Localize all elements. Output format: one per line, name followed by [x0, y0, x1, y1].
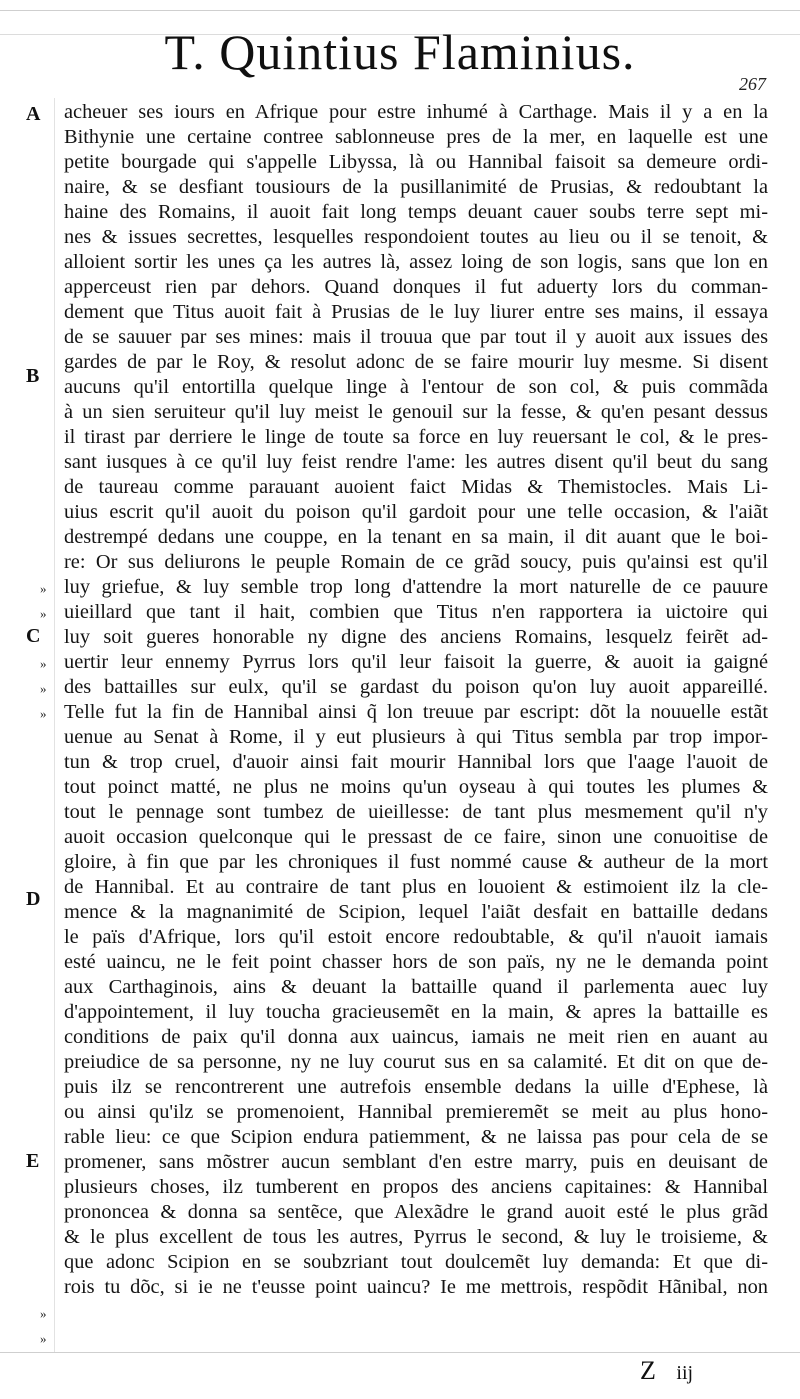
- page-number: 267: [739, 74, 766, 94]
- text-line: que adonc Scipion en se soubzriant tout doulcemẽt luy demanda: Et que di-: [64, 1251, 768, 1273]
- text-line: aucuns qu'il entortilla quelque linge à l'entour de son col, & puis commãda: [64, 376, 768, 398]
- text-line: de se sauuer par ses mines: mais il trouua que par tout il y auoit aux issues des: [64, 326, 768, 348]
- text-line: ou ainsi qu'ilz se promenoient, Hannibal premieremẽt se meit au plus hono-: [64, 1101, 768, 1123]
- text-line: à un sien seruiteur qu'il luy meist le genouil sur la fesse, & qu'en pesant dessus: [64, 401, 768, 423]
- text-line: aux Carthaginois, ains & deuant la battaille quand il parlementa auec luy: [64, 976, 768, 998]
- text-line: destrempé dedans une couppe, en la tenant en sa main, il dit auant que le boi-: [64, 526, 768, 548]
- text-line: de Hannibal. Et au contraire de tant plus en louoient & estimoient ilz la cle-: [64, 876, 768, 898]
- body-text: [64, 100, 768, 1300]
- quote-mark: »: [40, 706, 47, 721]
- signature-mark: [640, 1356, 693, 1386]
- margin-letter-c: C: [26, 625, 41, 647]
- text-line: le païs d'Afrique, lors qu'il estoit encore redoubtable, & qu'il n'auoit iamais: [64, 926, 768, 948]
- quote-mark: »: [40, 1331, 47, 1346]
- text-line: naire, & se desfiant tousiours de la pusillanimité de Prusias, & redoubtant la: [64, 176, 768, 198]
- text-line: & le plus excellent de tous les autres, Pyrrus le second, & luy le troisieme, &: [64, 1226, 768, 1248]
- text-line: preiudice de sa personne, ny ne luy courut sus en sa calamité. Et dit on que de-: [64, 1051, 768, 1073]
- bottom-rule: [0, 1352, 800, 1353]
- text-line: promener, sans mõstrer aucun semblant d'en estre marry, puis en deuisant de: [64, 1151, 768, 1173]
- quote-mark: »: [40, 581, 47, 596]
- margin-letter-b: B: [26, 365, 40, 387]
- text-line: apperceust rien par dehors. Quand donques il fut aduerty lors du comman-: [64, 276, 768, 298]
- text-line: d'appointement, il luy toucha gracieusemẽt en la main, & apres la battaille es: [64, 1001, 768, 1023]
- top-rule: [0, 10, 800, 11]
- text-line: uius escrit qu'il auoit du poison qu'il gardoit pour une telle occasion, & l'aiãt: [64, 501, 768, 523]
- running-title: T. Quintius Flaminius.: [164, 24, 636, 80]
- quote-mark: »: [40, 656, 47, 671]
- text-line: uertir leur ennemy Pyrrus lors qu'il leur faisoit la guerre, & auoit ia gaigné: [64, 651, 768, 673]
- text-line: tout le pennage sont tumbez de uieillesse: de tant plus mesmement qu'il n'y: [64, 801, 768, 823]
- text-line: mence & la magnanimité de Scipion, lequel l'aiãt desfait en battaille dedans: [64, 901, 768, 923]
- text-line: gardes de par le Roy, & resolut adonc de se faire mourir luy mesme. Si disent: [64, 351, 768, 373]
- text-line: alloient sortir les unes ça les autres là, assez loing de son logis, sans que lon en: [64, 251, 768, 273]
- text-line: uenue au Senat à Rome, il y eut plusieurs à qui Titus sembla par trop impor-: [64, 726, 768, 748]
- text-line: tout poinct matté, ne plus ne moins qu'un oyseau à qui toutes les plumes &: [64, 776, 768, 798]
- quote-mark: »: [40, 681, 47, 696]
- text-line: haine des Romains, il auoit fait long temps deuant cauer soubs terre sept mi-: [64, 201, 768, 223]
- text-line: rable lieu: ce que Scipion endura patiemment, & ne laissa pas pour cela de se: [64, 1126, 768, 1148]
- text-line: des battailles sur eulx, qu'il se gardast du poison qu'on luy auoit appareillé.: [64, 676, 768, 698]
- text-line: dement que Titus auoit fait à Prusias de le luy liurer entre ses mains, il essaya: [64, 301, 768, 323]
- text-line: il tirast par derriere le linge de toute sa force en luy reuersant le col, & le pres-: [64, 426, 768, 448]
- text-line: petite bourgade qui s'appelle Libyssa, là ou Hannibal faisoit sa demeure ordi-: [64, 151, 768, 173]
- text-line: tun & trop cruel, d'auoir ainsi fait mourir Hannibal lors que l'aage l'auoit de: [64, 751, 768, 773]
- text-line: plusieurs choses, ilz tumberent en propos des anciens capitaines: & Hannibal: [64, 1176, 768, 1198]
- text-line: luy soit gueres honorable ny digne des anciens Romains, lesquelz feirẽt ad-: [64, 626, 768, 648]
- text-line: nes & issues secrettes, lesquelles respondoient toutes au lieu ou il se tenoit, &: [64, 226, 768, 248]
- text-line: rois tu dõc, si ie ne t'eusse point uaincu? Ie me mettrois, respõdit Hãnibal, non: [64, 1276, 768, 1298]
- signature-number: iij: [676, 1362, 694, 1384]
- quote-mark: »: [40, 606, 47, 621]
- signature-letter: Z: [640, 1356, 656, 1385]
- text-line: luy griefue, & luy semble trop long d'attendre la mort naturelle de ce pauure: [64, 576, 768, 598]
- margin-letter-a: A: [26, 103, 41, 125]
- text-line: re: Or sus deliurons le peuple Romain de ce grãd soucy, puis qu'ainsi est qu'il: [64, 551, 768, 573]
- text-line: Telle fut la fin de Hannibal ainsi q̃ lon treuue par escript: dõt la nouuelle estãt: [64, 701, 768, 723]
- margin-letter-d: D: [26, 888, 41, 910]
- text-line: acheuer ses iours en Afrique pour estre inhumé à Carthage. Mais il y a en la: [64, 101, 768, 123]
- text-line: esté uaincu, ne le feit point chasser hors de son païs, ny ne le demanda point: [64, 951, 768, 973]
- text-line: auoit occasion quelconque qui le pressast de ce faire, sinon une conuoitise de: [64, 826, 768, 848]
- text-line: puis ilz se rencontrerent une autrefois ensemble dedans la uille d'Ephese, là: [64, 1076, 768, 1098]
- text-line: gloire, à fin que par les chroniques il fust nommé cause & autheur de la mort: [64, 851, 768, 873]
- text-line: Bithynie une certaine contree sablonneuse pres de la mer, en laquelle est une: [64, 126, 768, 148]
- quote-mark: »: [40, 1306, 47, 1321]
- margin-rule: [54, 98, 55, 1353]
- text-line: uieillard que tant il hait, combien que Titus n'en rapportera ia uictoire qui: [64, 601, 768, 623]
- margin-letter-e: E: [26, 1150, 40, 1172]
- text-line: de taureau comme parauant auoient faict Midas & Themistocles. Mais Li-: [64, 476, 768, 498]
- text-line: conditions de paix qu'il donna aux uaincus, iamais ne meit rien en auant au: [64, 1026, 768, 1048]
- text-line: sant iusques à ce qu'il luy feist rendre l'ame: les autres disent qu'il beut du sang: [64, 451, 768, 473]
- text-line: prononcea & donna sa sentẽce, que Alexãdre le grand auoit esté le plus grãd: [64, 1201, 768, 1223]
